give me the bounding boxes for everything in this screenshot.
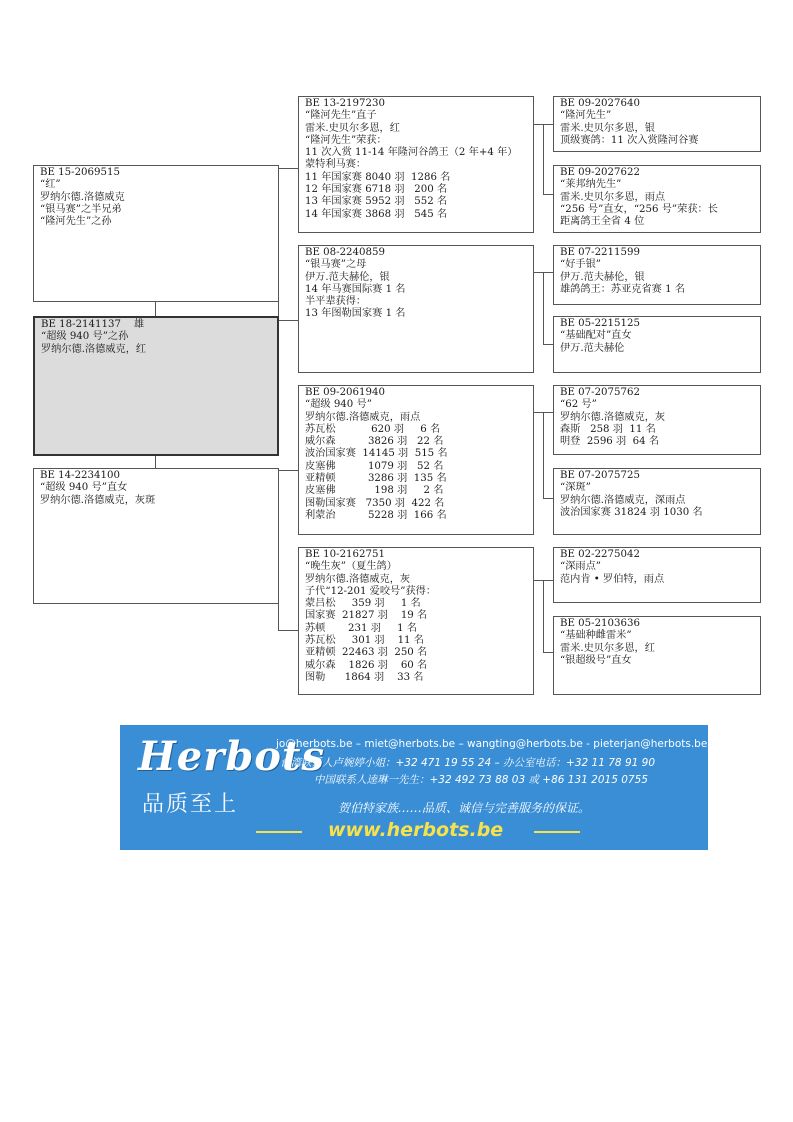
pedigree-line: “好手银” (560, 259, 601, 271)
pigeon-card-dss (553, 385, 761, 455)
pedigree-line: “超级 940 号”直女 (40, 482, 128, 494)
connector (543, 124, 544, 194)
pigeon-card-sire-sire (298, 96, 534, 233)
connector (155, 455, 156, 469)
pedigree-line: 图勒国家赛 7350 羽 422 名 (305, 497, 445, 509)
pedigree-line: BE 09-2027622 (560, 167, 640, 178)
pedigree-line: BE 02-2275042 (560, 549, 640, 560)
pedigree-line: 亚精顿 3286 羽 135 名 (305, 473, 447, 485)
pedigree-line: BE 09-2061940 (305, 387, 385, 398)
pedigree-line: 罗纳尔德.洛德威克，灰斑 (40, 494, 156, 506)
pedigree-line: 14 年国家赛 3868 羽 545 名 (305, 208, 448, 220)
pedigree-line: BE 08-2240859 (305, 247, 385, 258)
pedigree-line: 图勒 1864 羽 33 名 (305, 671, 424, 683)
pedigree-line: 范内肯 • 罗伯特，雨点 (560, 573, 665, 585)
connector (278, 630, 298, 631)
pedigree-line: 威尔森 1826 羽 60 名 (305, 659, 428, 671)
pedigree-line: 国家赛 21827 羽 19 名 (305, 610, 428, 622)
pedigree-line: “银马赛”之半兄弟 (40, 203, 122, 215)
connector (543, 580, 544, 652)
pedigree-line: BE 07-2075725 (560, 470, 640, 481)
pedigree-line: 皮塞佛 1079 羽 52 名 (305, 460, 444, 472)
pedigree-line: 苏顿 231 羽 1 名 (305, 622, 418, 634)
pedigree-line: 苏瓦松 301 羽 11 名 (305, 635, 424, 647)
pedigree-line: 雄鸽鸽王：苏亚克省赛 1 名 (560, 283, 686, 295)
pedigree-line: 苏瓦松 620 羽 6 名 (305, 423, 441, 435)
pigeon-card-dam (33, 468, 279, 604)
pigeon-card-sds (553, 245, 761, 305)
pedigree-line: 11 年国家赛 8040 羽 1286 名 (305, 171, 451, 183)
pedigree-line: 13 年图勒国家赛 1 名 (305, 308, 406, 320)
pigeon-card-dsd (553, 468, 761, 535)
pedigree-line: 罗纳尔德.洛德威克，雨点 (305, 411, 421, 423)
pedigree-line: “深斑” (560, 482, 591, 494)
pedigree-line: 亚精顿 22463 羽 250 名 (305, 647, 428, 659)
pedigree-line: BE 10-2162751 (305, 549, 385, 560)
pedigree-line: 明登 2596 羽 64 名 (560, 436, 660, 448)
pedigree-line: 皮塞佛 198 羽 2 名 (305, 485, 444, 497)
herbots-banner (120, 725, 708, 850)
decorative-rule-left (256, 831, 302, 833)
pedigree-line: 蒙吕松 359 羽 1 名 (305, 598, 421, 610)
pedigree-line: 波治国家赛 14145 羽 515 名 (305, 448, 448, 460)
pedigree-line: 波治国家赛 31824 羽 1030 名 (560, 506, 703, 518)
connector (278, 168, 298, 169)
pedigree-line: BE 09-2027640 (560, 98, 640, 109)
connector (543, 498, 553, 499)
pedigree-line: “基础配对”直女 (560, 330, 632, 342)
connector (543, 194, 553, 195)
pigeon-card-ddd (553, 616, 761, 695)
pedigree-line: “深雨点” (560, 561, 601, 573)
pedigree-line: 雷米.史贝尔多恩，银 (560, 122, 655, 134)
connector (155, 302, 156, 316)
connector (543, 412, 544, 498)
pedigree-line: BE 18-2141137 雄 (41, 319, 145, 330)
pedigree-line: 威尔森 3826 羽 22 名 (305, 436, 444, 448)
pedigree-line: “隆河先生”荣获： (305, 134, 387, 146)
pedigree-line: 罗纳尔德.洛德威克，红 (41, 343, 147, 355)
slogan: 品质至上 (142, 792, 239, 817)
connector (278, 470, 298, 471)
herbots-logo: Herbots (138, 733, 325, 780)
pedigree-line: 伊万.范夫赫伦 (560, 342, 625, 354)
pedigree-line: “基础种雌雷米” (560, 630, 632, 642)
connector (543, 344, 553, 345)
pedigree-line: 雷米.史贝尔多恩，雨点 (560, 191, 666, 203)
pedigree-line: BE 07-2211599 (560, 247, 640, 258)
contact-emails[interactable]: jo@herbots.be – miet@herbots.be – wangting@herbots.be - pieterjan@herbots.be (276, 738, 708, 750)
pedigree-line: 雷米.史贝尔多恩，红 (305, 122, 400, 134)
pedigree-line: 罗纳尔德.洛德威克 (40, 191, 125, 203)
pedigree-line: 罗纳尔德.洛德威克，深雨点 (560, 494, 686, 506)
pedigree-line: BE 15-2069515 (40, 167, 120, 178)
pedigree-line: BE 05-2215125 (560, 318, 640, 329)
pedigree-line: 蒙特利马赛： (305, 159, 367, 171)
pedigree-line: 14 年马赛国际赛 1 名 (305, 283, 406, 295)
pedigree-line: 11 次入赏 11-14 年隆河谷鸽王（2 年+4 年） (305, 147, 518, 159)
taiwan-contact: 台湾联系人卢婉婷小姐：+32 471 19 55 24 – 办公室电话：+32 11 78 91 90 (280, 757, 656, 769)
pedigree-line: 罗纳尔德.洛德威克，灰 (560, 411, 666, 423)
pigeon-card-sss (553, 96, 761, 152)
pedigree-line: 半平辈获得： (305, 296, 367, 308)
pedigree-line: 子代“12-201 爱咬号”获得： (305, 585, 437, 597)
pedigree-line: “莱邦纳先生” (560, 179, 622, 191)
connector (543, 272, 544, 344)
pedigree-line: 森斯 258 羽 11 名 (560, 423, 656, 435)
pedigree-line: “超级 940 号” (305, 399, 372, 411)
pigeon-card-sire (33, 165, 279, 302)
pigeon-card-subject (33, 316, 279, 456)
pedigree-line: 伊万.范夫赫伦，银 (305, 271, 390, 283)
pedigree-line: 距离鸽王全省 4 位 (560, 216, 645, 228)
pedigree-line: 顶级赛鸽：11 次入赏隆河谷赛 (560, 134, 699, 146)
pigeon-card-sire-dam (298, 245, 534, 373)
connector (278, 320, 298, 321)
connector (543, 124, 553, 125)
pedigree-line: 伊万.范夫赫伦，银 (560, 271, 645, 283)
connector (543, 652, 553, 653)
pedigree-line: BE 14-2234100 (40, 470, 120, 481)
pedigree-line: BE 05-2103636 (560, 618, 640, 629)
pedigree-line: “银马赛”之母 (305, 259, 367, 271)
pedigree-line: “银超级号”直女 (560, 654, 632, 666)
china-contact: 中国联系人逵琳一先生：+32 492 73 88 03 或 +86 131 2015 0755 (314, 774, 648, 786)
pigeon-card-sdd (553, 316, 761, 373)
pedigree-line: “62 号” (560, 399, 597, 411)
pedigree-line: BE 07-2075762 (560, 387, 640, 398)
pedigree-line: “256 号”直女，“256 号”荣获：长 (560, 203, 718, 215)
pedigree-line: 12 年国家赛 6718 羽 200 名 (305, 184, 448, 196)
pedigree-line: “隆河先生” (560, 110, 612, 122)
pigeon-card-dds (553, 547, 761, 603)
pedigree-line: “晚生灰”（夏生鸽） (305, 561, 397, 573)
pedigree-line: 利蒙治 5228 羽 166 名 (305, 509, 447, 521)
pedigree-line: “隆河先生”直子 (305, 110, 377, 122)
website-link[interactable]: www.herbots.be (328, 819, 504, 841)
pedigree-line: “超级 940 号”之孙 (41, 331, 129, 343)
pedigree-line: 13 年国家赛 5952 羽 552 名 (305, 196, 448, 208)
pigeon-card-ssd (553, 165, 761, 233)
pigeon-card-dam-dam (298, 547, 534, 695)
decorative-rule-right (534, 831, 580, 833)
pigeon-card-dam-sire (298, 385, 534, 535)
pedigree-line: 罗纳尔德.洛德威克，灰 (305, 573, 411, 585)
tagline: 贺伯特家族……品质、诚信与完善服务的保证。 (338, 801, 591, 815)
pedigree-line: “隆河先生”之孙 (40, 216, 112, 228)
pedigree-line: 雷米.史贝尔多恩，红 (560, 642, 655, 654)
pedigree-line: “红” (40, 179, 61, 191)
pedigree-line: BE 13-2197230 (305, 98, 385, 109)
